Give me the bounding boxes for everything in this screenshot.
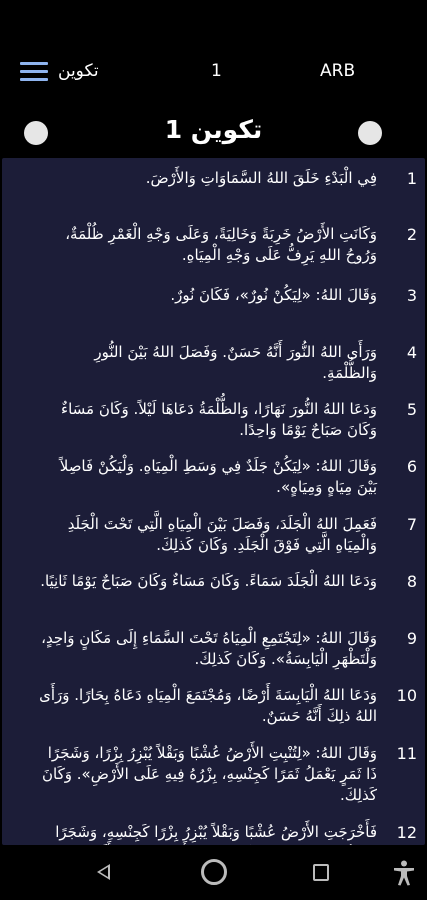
verse-number: 5 [406,400,417,419]
toolbar-row [0,54,427,90]
verse-number: 9 [406,629,417,648]
recents-icon[interactable] [313,864,329,881]
verse-number: 11 [396,744,417,763]
verse-text: فَعَمِلَ اللهُ الْجَلَدَ، وَفَصَلَ بَيْنَ الْمِيَاهِ الَّتِي تَحْتَ الْجَلَدِ وَالْمِيَاهِ الَّتِي فَوْقَ الْجَلَدِ. وَكَانَ كَذلِكَ. [67,515,377,554]
verse-number: 1 [406,169,417,188]
verse-text: وَقَالَ اللهُ: «لِتَجْتَمِعِ الْمِيَاهُ تَحْتَ السَّمَاءِ إِلَى مَكَانٍ وَاحِدٍ، وَلْتَظْهَرِ الْيَابِسَةُ». وَكَانَ كَذلِكَ. [41,629,377,668]
verse-text: وَرَأَى اللهُ النُّورَ أَنَّهُ حَسَنٌ. وَفَصَلَ اللهُ بَيْنَ النُّورِ وَالظُّلْمَةِ. [94,343,377,382]
verse-text: وَقَالَ اللهُ: «لِتُنْبِتِ الأَرْضُ عُشْبًا وَبَقْلاً يُبْزِرُ بِزْرًا، وَشَجَرًا ذَا ثَمَرٍ يَعْمَلُ ثَمَرًا كَجِنْسِهِ، بِزْرُهُ فِيهِ عَلَى الأَرْضِ». وَكَانَ كَذلِكَ. [42,744,377,804]
verse-number: 8 [406,572,417,591]
chapter-selector[interactable]: 1 [211,61,222,81]
chapter-heading: تكوين 1 [164,115,263,144]
verse-text: فَأَخْرَجَتِ الأَرْضُ عُشْبًا وَبَقْلاً يُبْزِرُ بِزْرًا كَجِنْسِهِ، وَشَجَرًا [55,823,377,841]
system-nav-bar [0,845,427,900]
next-chapter-icon[interactable] [358,121,382,145]
verse-text: وَقَالَ اللهُ: «لِيَكُنْ نُورٌ»، فَكَانَ نُورٌ. [170,286,377,304]
verse-text: وَدَعَا اللهُ الْيَابِسَةَ أَرْضًا، وَمُجْتَمَعَ الْمِيَاهِ دَعَاهُ بِحَارًا. وَرَأَى اللهُ ذلِكَ أَنَّهُ حَسَنٌ. [39,686,377,725]
verse-text: وَقَالَ اللهُ: «لِيَكُنْ جَلَدٌ فِي وَسَطِ الْمِيَاهِ. وَلْيَكُنْ فَاصِلاً بَيْنَ مِيَاهٍ وَمِيَاهٍ». [59,457,377,496]
verse-list[interactable] [2,158,425,845]
verse-text: وَدَعَا اللهُ النُّورَ نَهَارًا، وَالظُّلْمَةُ دَعَاهَا لَيْلاً. وَكَانَ مَسَاءٌ وَكَانَ صَبَاحٌ يَوْمًا وَاحِدًا. [61,400,377,439]
verse-number: 4 [406,343,417,362]
book-title[interactable]: تكوين [58,61,99,81]
menu-icon[interactable] [20,62,48,82]
verse-number: 3 [406,286,417,305]
verse-text: وَكَانَتِ الأَرْضُ خَرِبَةً وَخَالِيَةً، وَعَلَى وَجْهِ الْغَمْرِ ظُلْمَةٌ، وَرُوحُ اللهِ يَرِفُّ عَلَى وَجْهِ الْمِيَاهِ. [65,225,377,264]
verse-number: 7 [406,515,417,534]
chapter-bar [0,108,427,158]
accessibility-icon[interactable] [392,860,416,886]
home-icon[interactable] [201,859,227,885]
verse-text: وَدَعَا اللهُ الْجَلَدَ سَمَاءً. وَكَانَ مَسَاءٌ وَكَانَ صَبَاحٌ يَوْمًا ثَانِيًا. [40,572,377,590]
verse-number: 12 [396,823,417,842]
verse-number: 2 [406,225,417,244]
app-toolbar [0,0,427,108]
verse-number: 10 [396,686,417,705]
verse-text: فِي الْبَدْءِ خَلَقَ اللهُ السَّمَاوَاتِ وَالأَرْضَ. [145,169,377,187]
back-icon[interactable] [97,864,110,880]
version-selector[interactable]: ARB [320,61,356,81]
verse-number: 6 [406,457,417,476]
